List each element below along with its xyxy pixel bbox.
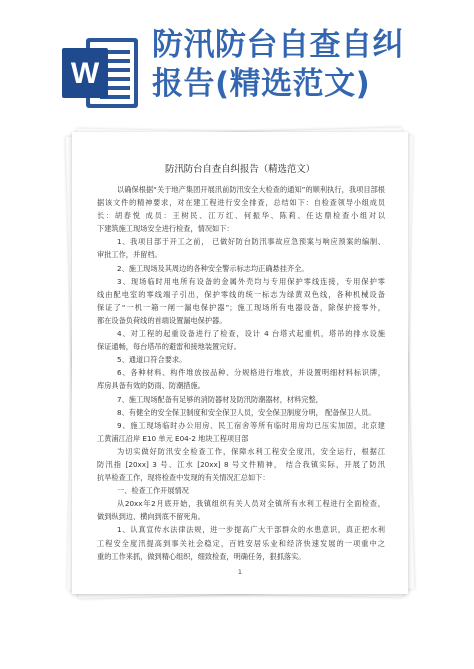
word-icon bbox=[60, 36, 140, 110]
doc-line: 以确保根据“关于地产集团开展汛前防汛安全大检查的通知”的顺利执行，我项目部根 bbox=[117, 185, 385, 194]
doc-line: 2、施工现场及其周边的各种安全警示标志均正确悬挂齐全。 bbox=[117, 263, 309, 273]
doc-line: 工黄浦江沿岸 E10 单元 E04-2 地块工程项目部 bbox=[97, 433, 249, 443]
doc-paragraph bbox=[97, 366, 385, 392]
doc-line: 为切实做好防汛安全检查工作，保障水利工程安全度汛，安全运行，根据江 bbox=[117, 446, 385, 456]
doc-line: 库房具备有效的防雨、防潮措施。 bbox=[97, 381, 205, 391]
doc-line: 线由配电室的零线端子引出，保护零线的统一标志为绿黄双色线，各种机械设备 bbox=[97, 289, 385, 299]
doc-paragraph bbox=[97, 497, 385, 523]
doc-line: 从20xx年2月底开始，我镇组织有关人员对全镇所有水利工程进行全面检查， bbox=[117, 499, 385, 509]
page-number: 1 bbox=[237, 568, 243, 576]
doc-paragraph bbox=[97, 327, 385, 353]
doc-line: 1、认真宣传水法律法规，进一步提高广大干部群众的水患意识，真正把水利 bbox=[117, 525, 385, 535]
document-page bbox=[72, 132, 408, 594]
doc-paragraph bbox=[97, 445, 385, 484]
doc-paragraph bbox=[97, 262, 385, 275]
doc-paragraph bbox=[97, 419, 385, 445]
hero-title-line-1: 防汛防台自查自纠 bbox=[152, 27, 404, 63]
word-icon-letter: W bbox=[70, 57, 100, 90]
doc-line: 9、施工现场临时办公用房、民工宿舍等所有临时用房均已压实加固，北京建 bbox=[117, 420, 385, 430]
doc-paragraph bbox=[97, 275, 385, 327]
doc-line: 据该文件的精神要求，对在建工程进行安全排查，总结如下：自检查领导小组成员 bbox=[97, 198, 385, 208]
doc-line: 防汛指 [20xx] 3 号、江水 [20xx] 8 号文件精神， 结合我镇实际，开展了防汛 bbox=[97, 459, 385, 469]
doc-line: 1、我项目部于开工之前， 已做好防台防汛事故应急预案与响应预案的编制、 bbox=[117, 237, 385, 247]
doc-paragraph bbox=[97, 484, 385, 497]
hero-title-line-2: 报告(精选范文) bbox=[152, 66, 371, 102]
doc-paragraph bbox=[97, 235, 385, 261]
doc-line: 7、施工现场配备有足够的消防器材及防汛防潮器材，材料完整， bbox=[117, 394, 323, 404]
doc-paragraph bbox=[97, 393, 385, 406]
doc-paragraph bbox=[97, 406, 385, 419]
doc-paragraph bbox=[97, 523, 385, 562]
doc-line: 抗旱检查工作，现将检查中发现的有关情况汇总如下： bbox=[97, 473, 270, 483]
doc-line: 4、对工程的起重设备进行了检查，设计 4 台塔式起重机，塔吊的排水设施 bbox=[117, 329, 385, 339]
document-title: 防汛防台自查自纠报告（精选范文） bbox=[164, 164, 315, 175]
doc-line: 长：胡春悦 成员：王树民、江万红、何振华、陈莉、任达鼎检查小组对以 bbox=[97, 211, 385, 221]
doc-line: 保证了“一机一箱一闸一漏电保护器”；施工现场所有电器设备，除保护接零外， bbox=[97, 302, 385, 312]
doc-line: 3、现场临时用电所有设备的金属外壳均与专用保护零线连接，专用保护零 bbox=[117, 276, 385, 286]
doc-line: 做到纵到边、横向到底不留死角。 bbox=[97, 512, 205, 522]
doc-line: 审批工作，并留档。 bbox=[97, 250, 162, 260]
doc-line: 一、检查工作开展情况 bbox=[117, 486, 189, 496]
doc-line: 重的工作来抓，做到精心组织，细致检查，明确任务，狠抓落实。 bbox=[97, 551, 306, 561]
doc-line: 6、各种材料、构件堆放按品种、分规格进行堆放，并设置明细材料标识牌， bbox=[117, 368, 385, 378]
doc-line: 8、有健全的安全保卫制度和安全保卫人员，安全保卫制度分明， 配备保卫人员。 bbox=[117, 407, 376, 417]
doc-line: 5、通道口符合要求。 bbox=[117, 355, 187, 365]
doc-line: 保证通畅，每台塔吊的避雷和接地装置完好。 bbox=[97, 342, 241, 352]
doc-paragraph bbox=[97, 353, 385, 366]
hero-title bbox=[152, 26, 470, 104]
document-body bbox=[97, 183, 385, 563]
doc-line: 工程安全度汛提高到事关社会稳定，百姓安居乐业和经济快速发展的一项重中之 bbox=[97, 538, 385, 548]
doc-line: 下建筑施工现场安全进行检查，情况如下： bbox=[97, 224, 234, 234]
doc-line: 都在设备负荷线的首端设置漏电保护器。 bbox=[97, 315, 227, 325]
doc-paragraph bbox=[97, 183, 385, 235]
